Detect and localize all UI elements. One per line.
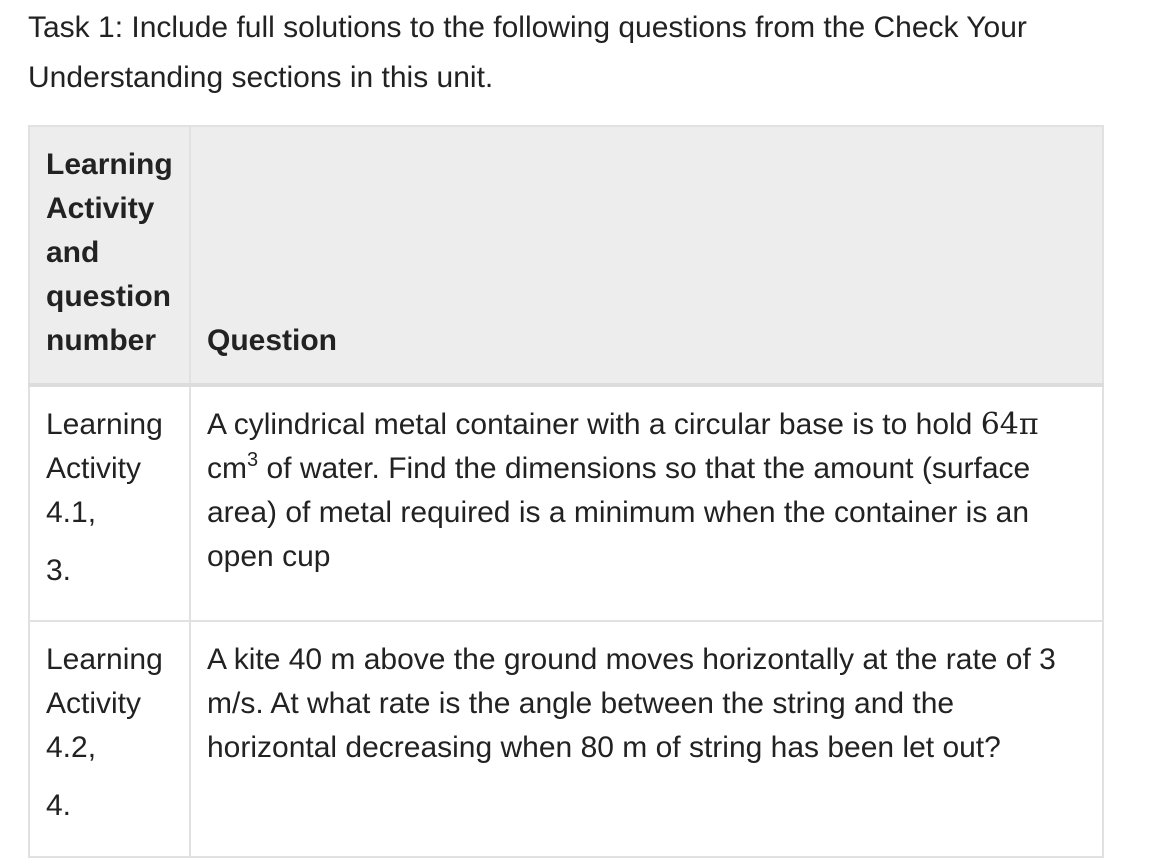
activity-line: 4.1,	[46, 496, 97, 529]
header-activity-line: Learning	[46, 148, 173, 181]
task-instructions: Task 1: Include full solutions to the following questions from the Check Your Understanding sections in this unit.	[28, 11, 1027, 94]
activity-cell	[29, 385, 190, 621]
questions-table	[28, 125, 1104, 858]
question-number: 4.	[46, 789, 72, 822]
header-row	[29, 126, 1103, 385]
activity-line: Learning	[46, 643, 163, 676]
activity-line: Learning	[46, 408, 163, 441]
table-row	[29, 385, 1103, 621]
header-activity-line: Activity	[46, 192, 155, 225]
unit-text: cm	[207, 452, 247, 485]
activity-cell	[29, 621, 190, 857]
question-text-end: of water. Find the dimensions so that the amount (surface area) of metal required is a minimum when the container is an open cup	[207, 452, 1031, 573]
question-number: 3.	[46, 554, 72, 587]
activity-line: 4.2,	[46, 731, 97, 764]
unit-exponent: 3	[247, 449, 259, 471]
question-text-start: A cylindrical metal container with a circular base is to hold	[207, 408, 981, 441]
header-activity-line: and	[46, 236, 100, 269]
header-activity-line: question	[46, 280, 171, 313]
header-activity-line: number	[46, 324, 157, 357]
activity-line: Activity	[46, 687, 142, 720]
header-question-cell: Question	[190, 126, 1103, 385]
table-row	[29, 621, 1103, 857]
question-cell	[190, 385, 1103, 621]
math-expression: 64π	[980, 407, 1039, 442]
table-header	[29, 126, 1103, 385]
question-cell: A kite 40 m above the ground moves horizontally at the rate of 3 m/s. At what rate is the angle between the string and the horizontal decreasing when 80 m of string has been let out?	[190, 621, 1103, 857]
activity-line: Activity	[46, 452, 142, 485]
header-activity-cell	[29, 126, 190, 385]
